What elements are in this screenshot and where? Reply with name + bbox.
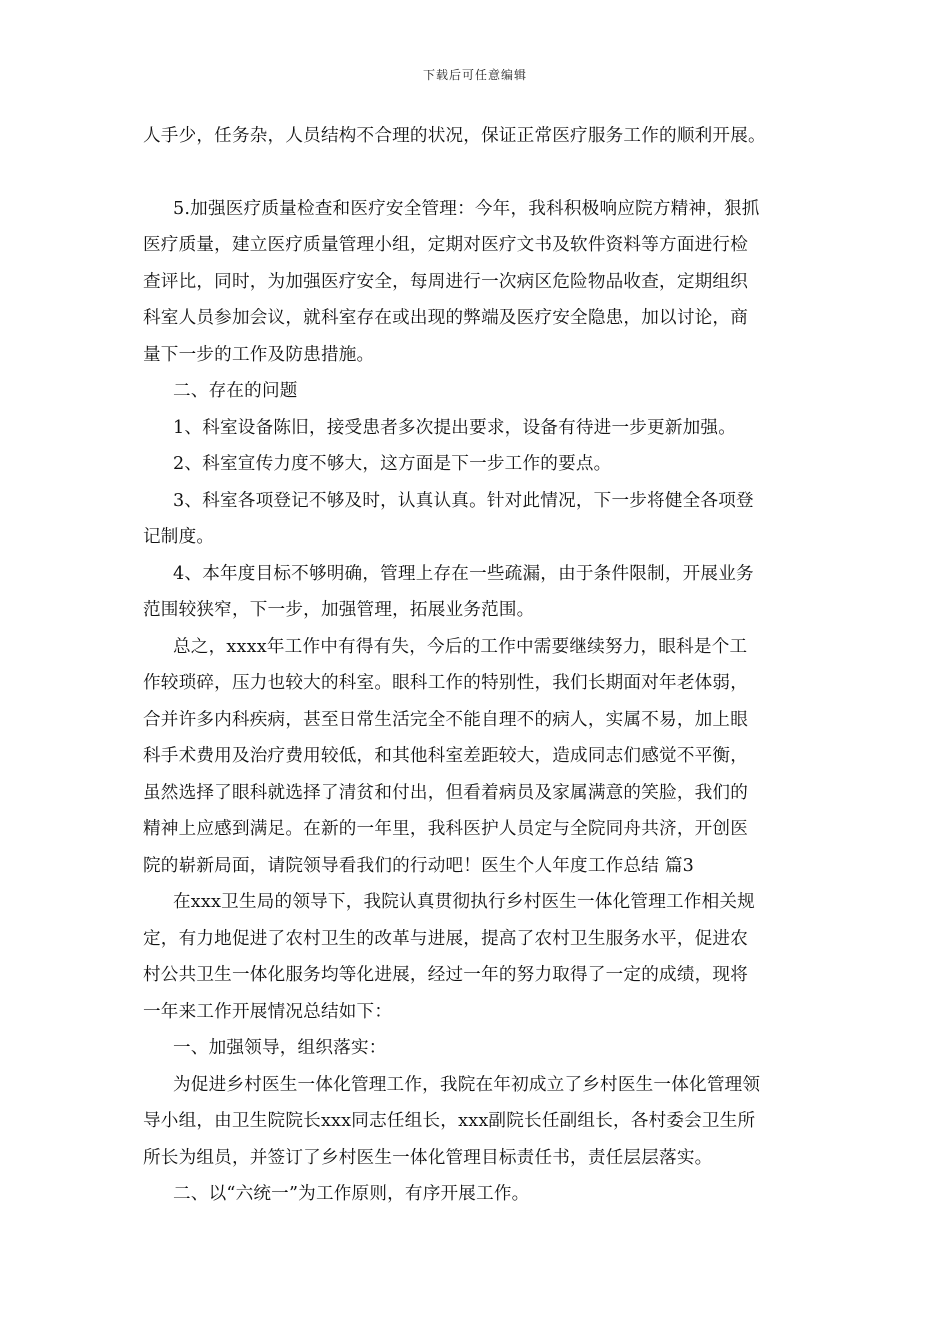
- paragraph-gap: [143, 155, 823, 191]
- text-line: 科手术费用及治疗费用较低，和其他科室差距较大，造成同志们感觉不平衡，: [143, 746, 748, 766]
- text-line: 量下一步的工作及防患措施。: [143, 344, 375, 365]
- text-line: 1、科室设备陈旧，接受患者多次提出要求，设备有待进一步更新加强。: [173, 417, 737, 438]
- text-line: 医疗质量，建立医疗质量管理小组，定期对医疗文书及软件资料等方面进行检: [143, 235, 748, 255]
- text-line: 查评比，同时，为加强医疗安全，每周进行一次病区危险物品收查，定期组织: [143, 271, 748, 292]
- document-body: [143, 118, 823, 1213]
- section-heading: 一、加强领导，组织落实：: [173, 1038, 387, 1058]
- text-line: 3、科室各项登记不够及时，认真认真。针对此情况，下一步将健全各项登: [173, 490, 754, 511]
- text-line: 科室人员参加会议，就科室存在或出现的弊端及医疗安全隐患，加以讨论，商: [143, 308, 748, 328]
- text-line: 定，有力地促进了农村卫生的改革与进展，提高了农村卫生服务水平，促进农: [143, 928, 748, 949]
- page-header: 下载后可任意编辑: [422, 68, 527, 82]
- text-line: 4、本年度目标不够明确，管理上存在一些疏漏，由于条件限制，开展业务: [173, 563, 754, 584]
- text-line: 精神上应感到满足。在新的一年里，我科医护人员定与全院同舟共济，开创医: [143, 819, 748, 839]
- text-line: 人手少，任务杂，人员结构不合理的状况，保证正常医疗服务工作的顺利开展。: [143, 126, 766, 146]
- text-line: 院的崭新局面，请院领导看我们的行动吧！医生个人年度工作总结 篇3: [143, 855, 695, 876]
- text-line: 所长为组员，并签订了乡村医生一体化管理目标责任书，责任层层落实。: [143, 1147, 713, 1168]
- section-heading: 二、以“六统一”为工作原则，有序开展工作。: [173, 1184, 530, 1204]
- text-line: 5.加强医疗质量检查和医疗安全管理：今年，我科积极响应院方精神，狠抓: [173, 198, 760, 219]
- text-line: 一年来工作开展情况总结如下：: [143, 1001, 393, 1022]
- text-line: 合并许多内科疾病，甚至日常生活完全不能自理不的病人，实属不易，加上眼: [143, 709, 748, 730]
- text-line: 2、科室宣传力度不够大，这方面是下一步工作的要点。: [173, 454, 612, 474]
- text-line: 总之，xxxx年工作中有得有失，今后的工作中需要继续努力，眼科是个工: [173, 636, 748, 657]
- text-line: 记制度。: [143, 527, 215, 547]
- section-heading: 二、存在的问题: [173, 381, 298, 401]
- text-line: 在xxx卫生局的领导下，我院认真贯彻执行乡村医生一体化管理工作相关规: [173, 892, 755, 912]
- text-line: 为促进乡村医生一体化管理工作，我院在年初成立了乡村医生一体化管理领: [173, 1074, 761, 1095]
- text-line: 村公共卫生一体化服务均等化进展，经过一年的努力取得了一定的成绩，现将: [143, 965, 748, 985]
- text-line: 范围较狭窄，下一步，加强管理，拓展业务范围。: [143, 600, 535, 620]
- text-line: 导小组，由卫生院院长xxx同志任组长，xxx副院长任副组长，各村委会卫生所: [143, 1111, 756, 1131]
- text-line: 作较琐碎，压力也较大的科室。眼科工作的特别性，我们长期面对年老体弱，: [143, 673, 748, 693]
- text-line: 虽然选择了眼科就选择了清贫和付出，但看着病员及家属满意的笑脸，我们的: [143, 782, 748, 803]
